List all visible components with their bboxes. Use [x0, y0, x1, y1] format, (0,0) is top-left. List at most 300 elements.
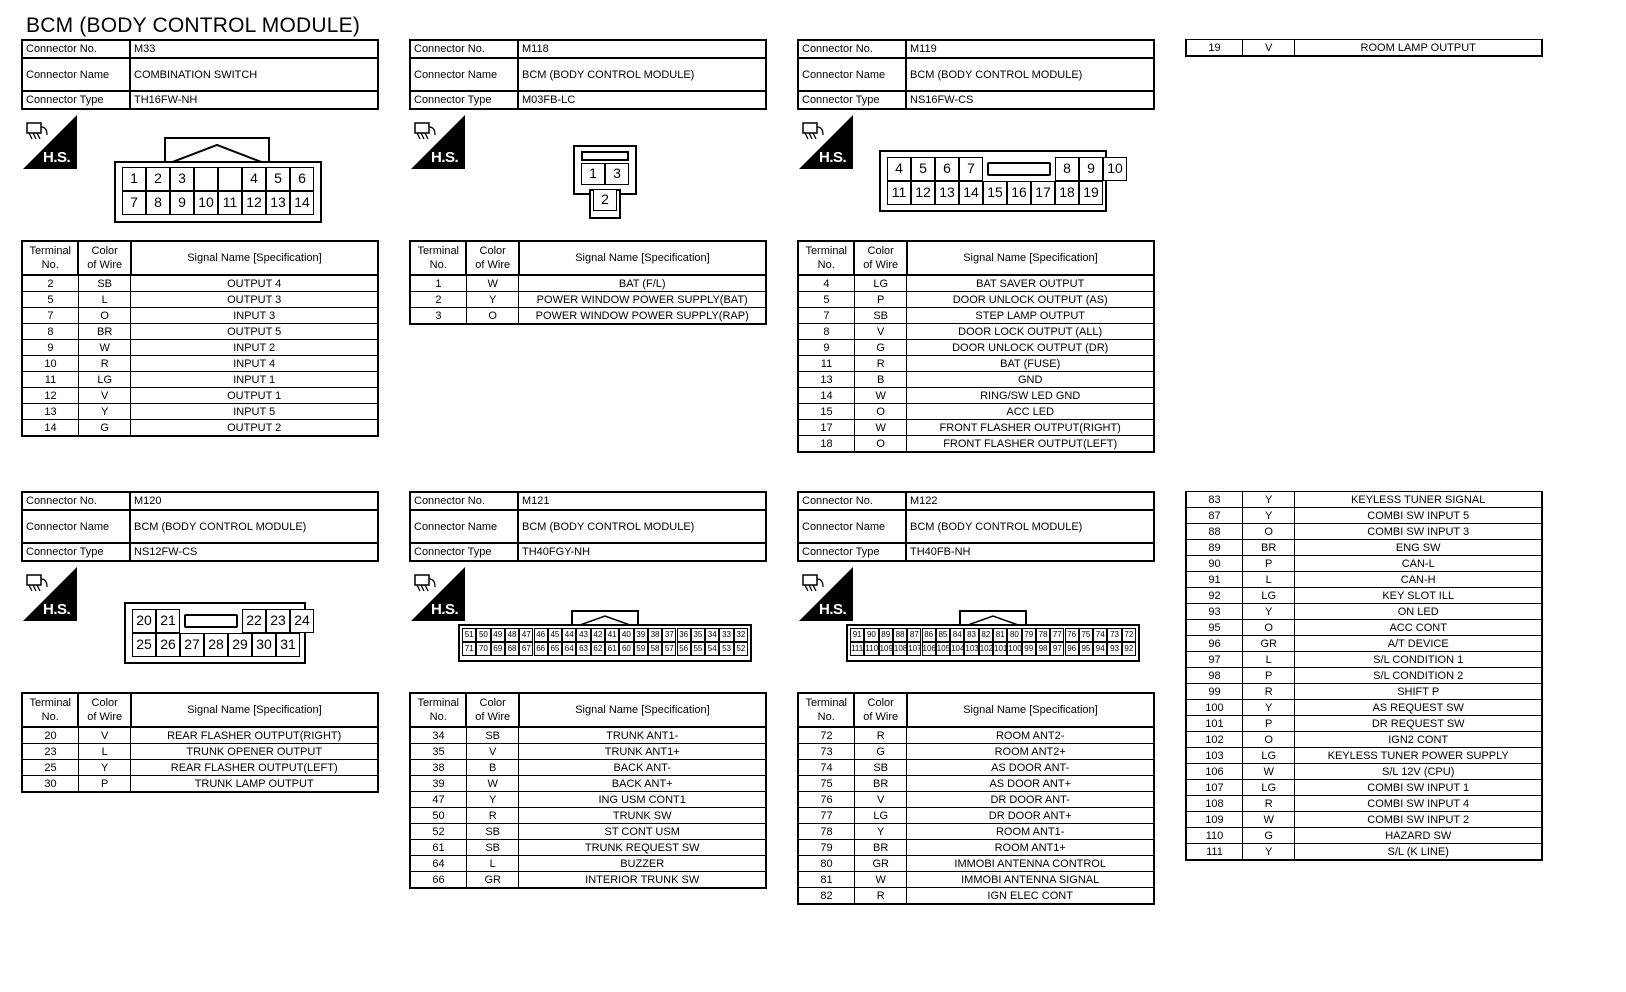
- connector-no-value: M118: [518, 40, 766, 58]
- table-row: [22, 388, 378, 404]
- signal-name: COMBI SW INPUT 5: [1295, 508, 1542, 524]
- connector-lock-slot: [987, 162, 1051, 176]
- pin-cell: 72: [1122, 628, 1136, 642]
- signal-name: BAT (FUSE): [907, 356, 1154, 372]
- signal-name: BACK ANT-: [519, 760, 766, 776]
- wire-color: LG: [1242, 748, 1294, 764]
- pin-cell: 80: [1007, 628, 1021, 642]
- table-row: [1186, 748, 1542, 764]
- connector-no-label: Connector No.: [22, 40, 130, 58]
- terminal-no: 90: [1186, 556, 1242, 572]
- signal-name: BAT (F/L): [519, 275, 766, 292]
- wire-color: LG: [1242, 588, 1294, 604]
- pin-cell: 34: [705, 628, 719, 642]
- harness-side-icon: [411, 115, 465, 169]
- connector-no-row: [798, 40, 1154, 58]
- wire-color: R: [854, 888, 906, 905]
- terminal-no: 88: [1186, 524, 1242, 540]
- connector-type-value: TH16FW-NH: [130, 91, 378, 109]
- signal-name: COMBI SW INPUT 4: [1295, 796, 1542, 812]
- pin-cell: 76: [1065, 628, 1079, 642]
- pin-cell: 2: [593, 189, 617, 211]
- signal-name: COMBI SW INPUT 2: [1295, 812, 1542, 828]
- signal-name: S/L (K LINE): [1295, 844, 1542, 861]
- table-row: [22, 275, 378, 292]
- connector-no-label: Connector No.: [410, 40, 518, 58]
- pin-cell: 106: [922, 642, 936, 656]
- terminal-no: 75: [798, 776, 854, 792]
- table-row: [1186, 668, 1542, 684]
- connector-no-value: M33: [130, 40, 378, 58]
- signal-name: GND: [907, 372, 1154, 388]
- table-row: [22, 308, 378, 324]
- table-row: [1186, 684, 1542, 700]
- connector-info-table: [797, 491, 1155, 562]
- table-row: [1186, 732, 1542, 748]
- wire-color-header: Color of Wire: [78, 693, 130, 727]
- connector-type-label: Connector Type: [798, 91, 906, 109]
- pin-cell: 36: [677, 628, 691, 642]
- connector-name-row: [798, 510, 1154, 543]
- pin-cell: 54: [705, 642, 719, 656]
- terminal-no: 110: [1186, 828, 1242, 844]
- connector-face-m121: [458, 610, 752, 662]
- connector-type-row: [22, 91, 378, 109]
- terminal-no: 30: [22, 776, 78, 793]
- terminal-no: 100: [1186, 700, 1242, 716]
- pin-cell: 95: [1079, 642, 1093, 656]
- pin-cell: 62: [591, 642, 605, 656]
- pin-cell: 5: [911, 157, 935, 181]
- wire-color-header: Color of Wire: [466, 693, 518, 727]
- wire-color: BR: [78, 324, 130, 340]
- pin-cell: 97: [1050, 642, 1064, 656]
- connector-name-value: BCM (BODY CONTROL MODULE): [130, 510, 378, 543]
- signal-name: FRONT FLASHER OUTPUT(LEFT): [907, 436, 1154, 453]
- signal-name-header: Signal Name [Specification]: [907, 241, 1154, 275]
- pin-cell: 32: [734, 628, 748, 642]
- wire-color: LG: [1242, 780, 1294, 796]
- pin-cell: 73: [1107, 628, 1121, 642]
- signal-name: OUTPUT 5: [131, 324, 378, 340]
- connector-type-label: Connector Type: [22, 543, 130, 561]
- terminal-no: 14: [22, 420, 78, 437]
- connector-no-label: Connector No.: [410, 492, 518, 510]
- pin-cell: 14: [290, 191, 314, 215]
- terminal-no: 18: [798, 436, 854, 453]
- pin-cell: 31: [276, 633, 300, 657]
- signal-name: DOOR UNLOCK OUTPUT (AS): [907, 292, 1154, 308]
- connector-no-row: [798, 492, 1154, 510]
- terminal-table-m122: [797, 692, 1155, 905]
- connector-name-value: BCM (BODY CONTROL MODULE): [906, 510, 1154, 543]
- pin-cell: 103: [964, 642, 978, 656]
- terminal-no-header: Terminal No.: [22, 693, 78, 727]
- pin-cell-empty: [194, 167, 218, 191]
- wire-color: V: [854, 792, 906, 808]
- pin-cell: 55: [691, 642, 705, 656]
- connector-name-row: [410, 510, 766, 543]
- table-row: [1186, 492, 1542, 508]
- terminal-no: 2: [22, 275, 78, 292]
- pin-cell: 50: [476, 628, 490, 642]
- pin-cell: 60: [619, 642, 633, 656]
- connector-type-row: [798, 543, 1154, 561]
- connector-face-m120: [124, 602, 310, 664]
- terminal-no: 1: [410, 275, 466, 292]
- pin-cell: 65: [548, 642, 562, 656]
- wire-color: W: [854, 420, 906, 436]
- table-row: [798, 372, 1154, 388]
- signal-name: INPUT 1: [131, 372, 378, 388]
- table-row: [22, 760, 378, 776]
- wire-color: W: [466, 776, 518, 792]
- terminal-no: 72: [798, 727, 854, 744]
- wire-color: SB: [466, 840, 518, 856]
- wire-color: Y: [78, 404, 130, 420]
- terminal-no: 8: [798, 324, 854, 340]
- table-row: [1186, 812, 1542, 828]
- signal-name-header: Signal Name [Specification]: [519, 693, 766, 727]
- terminal-table-m121: [409, 692, 767, 889]
- wire-color: LG: [854, 275, 906, 292]
- wire-color: O: [854, 436, 906, 453]
- pin-cell: 86: [922, 628, 936, 642]
- table-row: [798, 840, 1154, 856]
- terminal-no: 73: [798, 744, 854, 760]
- signal-name: INTERIOR TRUNK SW: [519, 872, 766, 889]
- signal-name: ROOM ANT2+: [907, 744, 1154, 760]
- table-row: [798, 324, 1154, 340]
- connector-type-row: [410, 91, 766, 109]
- wire-color: P: [78, 776, 130, 793]
- terminal-no: 106: [1186, 764, 1242, 780]
- terminal-no: 66: [410, 872, 466, 889]
- table-row: [22, 404, 378, 420]
- signal-name: TRUNK REQUEST SW: [519, 840, 766, 856]
- pin-cell: 101: [993, 642, 1007, 656]
- pin-cell: 51: [462, 628, 476, 642]
- terminal-no: 96: [1186, 636, 1242, 652]
- table-row: [1186, 524, 1542, 540]
- pin-cell: 35: [691, 628, 705, 642]
- pin-cell: 43: [576, 628, 590, 642]
- pin-cell: 11: [218, 191, 242, 215]
- table-row: [798, 776, 1154, 792]
- table-row: [798, 808, 1154, 824]
- pin-cell: 12: [911, 181, 935, 205]
- wire-color: Y: [1242, 492, 1294, 508]
- terminal-no: 102: [1186, 732, 1242, 748]
- terminal-no: 83: [1186, 492, 1242, 508]
- wire-color: LG: [78, 372, 130, 388]
- pin-cell: 20: [132, 609, 156, 633]
- signal-name: STEP LAMP OUTPUT: [907, 308, 1154, 324]
- wire-color: GR: [1242, 636, 1294, 652]
- signal-name: BUZZER: [519, 856, 766, 872]
- signal-name: ST CONT USM: [519, 824, 766, 840]
- terminal-no: 39: [410, 776, 466, 792]
- connector-name-row: [410, 58, 766, 91]
- table-row: [1186, 620, 1542, 636]
- signal-name: AS DOOR ANT-: [907, 760, 1154, 776]
- wire-color: O: [1242, 732, 1294, 748]
- pin-cell: 82: [979, 628, 993, 642]
- terminal-no: 14: [798, 388, 854, 404]
- wire-color: P: [854, 292, 906, 308]
- pin-cell: 4: [242, 167, 266, 191]
- table-row: [1186, 716, 1542, 732]
- terminal-no: 9: [22, 340, 78, 356]
- pin-cell: 47: [519, 628, 533, 642]
- pin-cell: 45: [548, 628, 562, 642]
- terminal-no: 7: [798, 308, 854, 324]
- pin-cell: 84: [950, 628, 964, 642]
- signal-name: TRUNK LAMP OUTPUT: [131, 776, 378, 793]
- pin-cell: 74: [1093, 628, 1107, 642]
- wire-color: L: [78, 292, 130, 308]
- wire-color: SB: [466, 824, 518, 840]
- signal-name: DOOR UNLOCK OUTPUT (DR): [907, 340, 1154, 356]
- signal-name: POWER WINDOW POWER SUPPLY(BAT): [519, 292, 766, 308]
- connector-face-m122: [846, 610, 1140, 662]
- hs-label: H.S.: [819, 601, 847, 618]
- pin-cell: 59: [634, 642, 648, 656]
- table-row: [1186, 588, 1542, 604]
- pin-cell: 1: [122, 167, 146, 191]
- pin-cell: 64: [562, 642, 576, 656]
- pin-cell: 71: [462, 642, 476, 656]
- wire-color-header: Color of Wire: [854, 241, 906, 275]
- pin-cell: 88: [893, 628, 907, 642]
- pin-cell: 3: [605, 163, 629, 185]
- connector-name-value: BCM (BODY CONTROL MODULE): [518, 58, 766, 91]
- connector-type-value: TH40FGY-NH: [518, 543, 766, 561]
- signal-name: IMMOBI ANTENNA SIGNAL: [907, 872, 1154, 888]
- pin-cell: 66: [534, 642, 548, 656]
- terminal-no: 9: [798, 340, 854, 356]
- signal-name: ACC CONT: [1295, 620, 1542, 636]
- table-row: [410, 856, 766, 872]
- table-row: [798, 340, 1154, 356]
- pin-cell: 9: [1079, 157, 1103, 181]
- hs-label: H.S.: [431, 149, 459, 166]
- terminal-no: 20: [22, 727, 78, 744]
- table-row: [798, 727, 1154, 744]
- pin-cell: 12: [242, 191, 266, 215]
- pin-cell: 48: [505, 628, 519, 642]
- harness-side-icon: [799, 115, 853, 169]
- terminal-no: 61: [410, 840, 466, 856]
- terminal-no: 107: [1186, 780, 1242, 796]
- signal-name: S/L CONDITION 1: [1295, 652, 1542, 668]
- terminal-no: 103: [1186, 748, 1242, 764]
- pin-cell: 98: [1036, 642, 1050, 656]
- table-row: [1186, 700, 1542, 716]
- signal-name: TRUNK ANT1+: [519, 744, 766, 760]
- connector-type-row: [798, 91, 1154, 109]
- connector-type-label: Connector Type: [410, 543, 518, 561]
- terminal-no: 89: [1186, 540, 1242, 556]
- hs-label: H.S.: [43, 601, 71, 618]
- table-row: [410, 808, 766, 824]
- signal-name: INPUT 5: [131, 404, 378, 420]
- signal-name: TRUNK OPENER OUTPUT: [131, 744, 378, 760]
- table-row: [798, 760, 1154, 776]
- wire-color: Y: [78, 760, 130, 776]
- terminal-header-row: [22, 241, 378, 275]
- hs-label: H.S.: [819, 149, 847, 166]
- terminal-no: 17: [798, 420, 854, 436]
- table-row: [798, 824, 1154, 840]
- pin-cell: 96: [1065, 642, 1079, 656]
- connector-info-table: [797, 39, 1155, 110]
- connector-name-label: Connector Name: [410, 510, 518, 543]
- wire-color: Y: [1242, 604, 1294, 620]
- table-row: [22, 744, 378, 760]
- pin-cell: 16: [1007, 181, 1031, 205]
- pin-cell: 81: [993, 628, 1007, 642]
- signal-name: INPUT 3: [131, 308, 378, 324]
- wire-color: W: [854, 388, 906, 404]
- table-row: [410, 792, 766, 808]
- terminal-no-header: Terminal No.: [798, 241, 854, 275]
- connector-no-row: [410, 40, 766, 58]
- pin-cell: 15: [983, 181, 1007, 205]
- wire-color: SB: [78, 275, 130, 292]
- table-row: [1186, 572, 1542, 588]
- wire-color: R: [854, 727, 906, 744]
- terminal-no: 111: [1186, 844, 1242, 861]
- table-row: [22, 292, 378, 308]
- pin-cell: 33: [719, 628, 733, 642]
- table-row: [798, 888, 1154, 905]
- signal-name: HAZARD SW: [1295, 828, 1542, 844]
- signal-name: BACK ANT+: [519, 776, 766, 792]
- connector-no-row: [410, 492, 766, 510]
- table-row: [798, 744, 1154, 760]
- connector-type-row: [410, 543, 766, 561]
- connector-no-value: M121: [518, 492, 766, 510]
- connector-name-label: Connector Name: [798, 58, 906, 91]
- table-row: [1186, 844, 1542, 861]
- pin-cell: 42: [591, 628, 605, 642]
- signal-name: DOOR LOCK OUTPUT (ALL): [907, 324, 1154, 340]
- pin-cell: 79: [1022, 628, 1036, 642]
- signal-name: CAN-L: [1295, 556, 1542, 572]
- pin-cell: 25: [132, 633, 156, 657]
- signal-name: DR DOOR ANT-: [907, 792, 1154, 808]
- table-row: [410, 744, 766, 760]
- signal-name: COMBI SW INPUT 1: [1295, 780, 1542, 796]
- connector-type-value: TH40FB-NH: [906, 543, 1154, 561]
- connector-name-label: Connector Name: [22, 58, 130, 91]
- wire-color: W: [1242, 764, 1294, 780]
- wire-color: G: [1242, 828, 1294, 844]
- pin-cell: 17: [1031, 181, 1055, 205]
- terminal-no-header: Terminal No.: [22, 241, 78, 275]
- signal-name: ROOM ANT2-: [907, 727, 1154, 744]
- terminal-no: 81: [798, 872, 854, 888]
- terminal-table-m118: [409, 240, 767, 325]
- harness-side-icon: [23, 567, 77, 621]
- wire-color: V: [78, 727, 130, 744]
- signal-name-header: Signal Name [Specification]: [131, 693, 378, 727]
- pin-cell: 14: [959, 181, 983, 205]
- pin-cell: 92: [1122, 642, 1136, 656]
- connector-name-value: COMBINATION SWITCH: [130, 58, 378, 91]
- pin-cell: 27: [180, 633, 204, 657]
- wire-color: R: [854, 356, 906, 372]
- terminal-no: 74: [798, 760, 854, 776]
- pin-cell: 91: [850, 628, 864, 642]
- wire-color: SB: [854, 308, 906, 324]
- table-row: [798, 436, 1154, 453]
- wire-color: BR: [854, 776, 906, 792]
- pin-cell: 44: [562, 628, 576, 642]
- table-row: [798, 275, 1154, 292]
- signal-name: INPUT 2: [131, 340, 378, 356]
- table-row: [798, 792, 1154, 808]
- signal-name: ENG SW: [1295, 540, 1542, 556]
- pin-cell: 30: [252, 633, 276, 657]
- connector-no-label: Connector No.: [798, 40, 906, 58]
- pin-cell: 63: [576, 642, 590, 656]
- signal-name: ROOM LAMP OUTPUT: [1295, 40, 1542, 57]
- pin-cell: 104: [950, 642, 964, 656]
- signal-name: S/L CONDITION 2: [1295, 668, 1542, 684]
- table-row: [410, 275, 766, 292]
- table-row: [798, 388, 1154, 404]
- table-row: [1186, 764, 1542, 780]
- terminal-header-row: [410, 241, 766, 275]
- wire-color: V: [1242, 40, 1294, 57]
- terminal-no: 10: [22, 356, 78, 372]
- signal-name-header: Signal Name [Specification]: [131, 241, 378, 275]
- table-row: [22, 340, 378, 356]
- wire-color: O: [466, 308, 518, 325]
- pin-cell: 11: [887, 181, 911, 205]
- signal-name: DR DOOR ANT+: [907, 808, 1154, 824]
- wire-color: SB: [854, 760, 906, 776]
- wire-color: W: [466, 275, 518, 292]
- pin-cell: 19: [1079, 181, 1103, 205]
- table-row: [1186, 604, 1542, 620]
- terminal-no: 82: [798, 888, 854, 905]
- pin-cell: 77: [1050, 628, 1064, 642]
- signal-name: REAR FLASHER OUTPUT(LEFT): [131, 760, 378, 776]
- signal-name: TRUNK ANT1-: [519, 727, 766, 744]
- connector-info-table: [409, 39, 767, 110]
- terminal-no: 47: [410, 792, 466, 808]
- terminal-table-m119: [797, 240, 1155, 453]
- terminal-table-m120: [21, 692, 379, 793]
- table-row: [798, 292, 1154, 308]
- signal-name: FRONT FLASHER OUTPUT(RIGHT): [907, 420, 1154, 436]
- terminal-no: 64: [410, 856, 466, 872]
- wire-color: P: [1242, 668, 1294, 684]
- pin-cell: 109: [879, 642, 893, 656]
- terminal-no: 2: [410, 292, 466, 308]
- wire-color: L: [1242, 572, 1294, 588]
- wire-color: G: [854, 744, 906, 760]
- signal-name: INPUT 4: [131, 356, 378, 372]
- table-row: [410, 840, 766, 856]
- wire-color: Y: [1242, 844, 1294, 861]
- wire-color: Y: [1242, 508, 1294, 524]
- terminal-table-m119-continued: [1185, 39, 1543, 57]
- pin-cell: 8: [1055, 157, 1079, 181]
